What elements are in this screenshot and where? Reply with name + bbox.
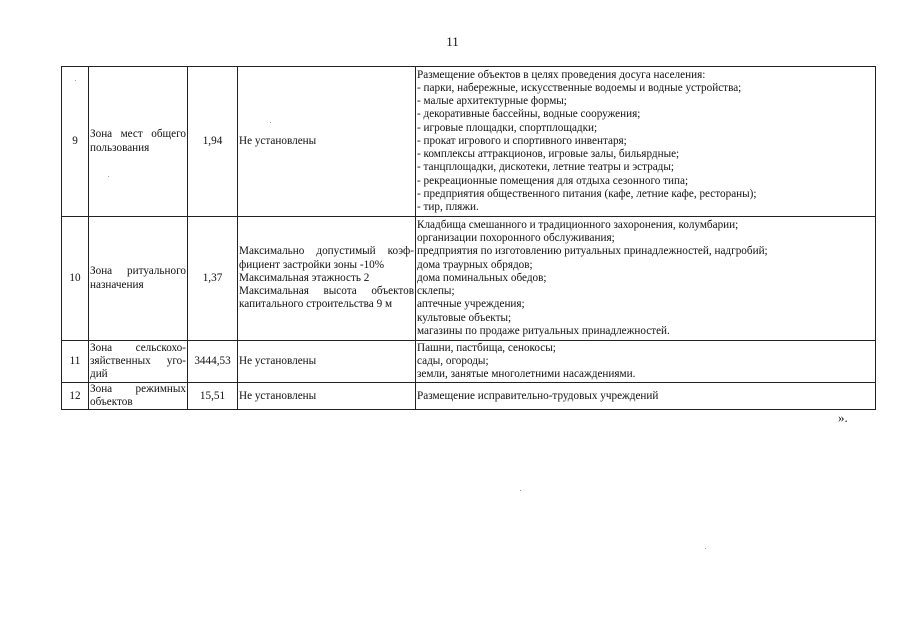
permitted-use-line: Пашни, пастбища, сенокосы; [417,341,556,354]
zone-name: Зона мест общего пользования [89,67,188,217]
row-number: 10 [62,217,89,341]
permitted-use-line: - тир, пляжи. [417,200,479,213]
zone-name: Зона ритуального назначения [89,217,188,341]
page-number: 11 [446,34,459,49]
permitted-use-line: - комплексы аттракционов, игровые залы, бильярдные; [417,148,680,161]
permitted-use-line: - парки, набережные, искусственные водоемы и водные устройства; [417,82,742,95]
permitted-use-line: дома поминальных обедов; [417,271,547,284]
permitted-use-line: организации похоронного обслуживания; [417,232,615,245]
row-number: 12 [62,383,89,410]
zones-table-body [62,67,876,410]
permitted-use-line: аптечные учреждения; [417,298,525,311]
permitted-use-line: Размещение исправительно-трудовых учреждений [417,389,659,402]
zone-area: 1,94 [188,67,238,217]
permitted-uses [416,341,876,383]
zone-parameters [238,217,416,341]
zone-area: 1,37 [188,217,238,341]
permitted-use-line: - предприятия общественного питания (кафе, летние кафе, рестораны); [417,187,757,200]
permitted-use-line: дома траурных обрядов; [417,258,533,271]
permitted-use-line: сады, огороды; [417,354,489,367]
zone-area: 3444,53 [188,341,238,383]
parameter-line: Максимальная этажность 2 [239,271,370,284]
permitted-uses [416,217,876,341]
parameter-line: Не установлены [239,134,317,147]
permitted-use-line: предприятия по изготовлению ритуальных принадлежностей, надгробий; [417,245,768,258]
table-row [62,67,876,217]
parameter-line: Максимально допустимый коэф-фициент застройки зоны -10% [239,245,414,271]
scan-speck [270,122,271,123]
row-number: 9 [62,67,89,217]
permitted-use-line: - игровые площадки, спортплощадки; [417,121,598,134]
permitted-use-line: - декоративные бассейны, водные сооружения; [417,108,641,121]
zone-name: Зона режимных объектов [90,383,186,409]
table-row [62,383,876,410]
parameter-line: Не установлены [239,389,317,402]
row-number: 11 [62,341,89,383]
scan-speck [75,80,76,81]
permitted-use-line: Размещение объектов в целях проведения досуга населения: [417,68,706,81]
table-row [62,341,876,383]
zone-parameters [238,383,416,410]
permitted-uses [416,383,876,410]
zone-area: 15,51 [188,383,238,410]
zone-name: Зона сельскохо-зяйственных уго-дий [89,341,188,383]
closing-quote-mark: ». [838,410,848,425]
parameter-line: Максимальная высота объектов капитального строительства 9 м [239,285,414,311]
zones-table [61,66,876,410]
parameter-line: Не установлены [239,354,317,367]
permitted-use-line: - прокат игрового и спортивного инвентаря; [417,134,627,147]
permitted-use-line: - танцплощадки, дискотеки, летние театры и эстрады; [417,161,674,174]
permitted-use-line: магазины по продаже ритуальных принадлежностей. [417,324,670,337]
scan-speck [705,548,706,549]
permitted-use-line: - малые архитектурные формы; [417,95,567,108]
permitted-use-line: склепы; [417,285,455,298]
table-row [62,217,876,341]
permitted-use-line: - рекреационные помещения для отдыха сезонного типа; [417,174,689,187]
scan-speck [520,490,521,491]
zone-parameters [238,341,416,383]
permitted-uses [416,67,876,217]
permitted-use-line: Кладбища смешанного и традиционного захоронения, колумбарии; [417,219,739,232]
scan-speck [108,176,109,177]
permitted-use-line: культовые объекты; [417,311,512,324]
zone-parameters [238,67,416,217]
permitted-use-line: земли, занятые многолетними насаждениями. [417,368,636,381]
